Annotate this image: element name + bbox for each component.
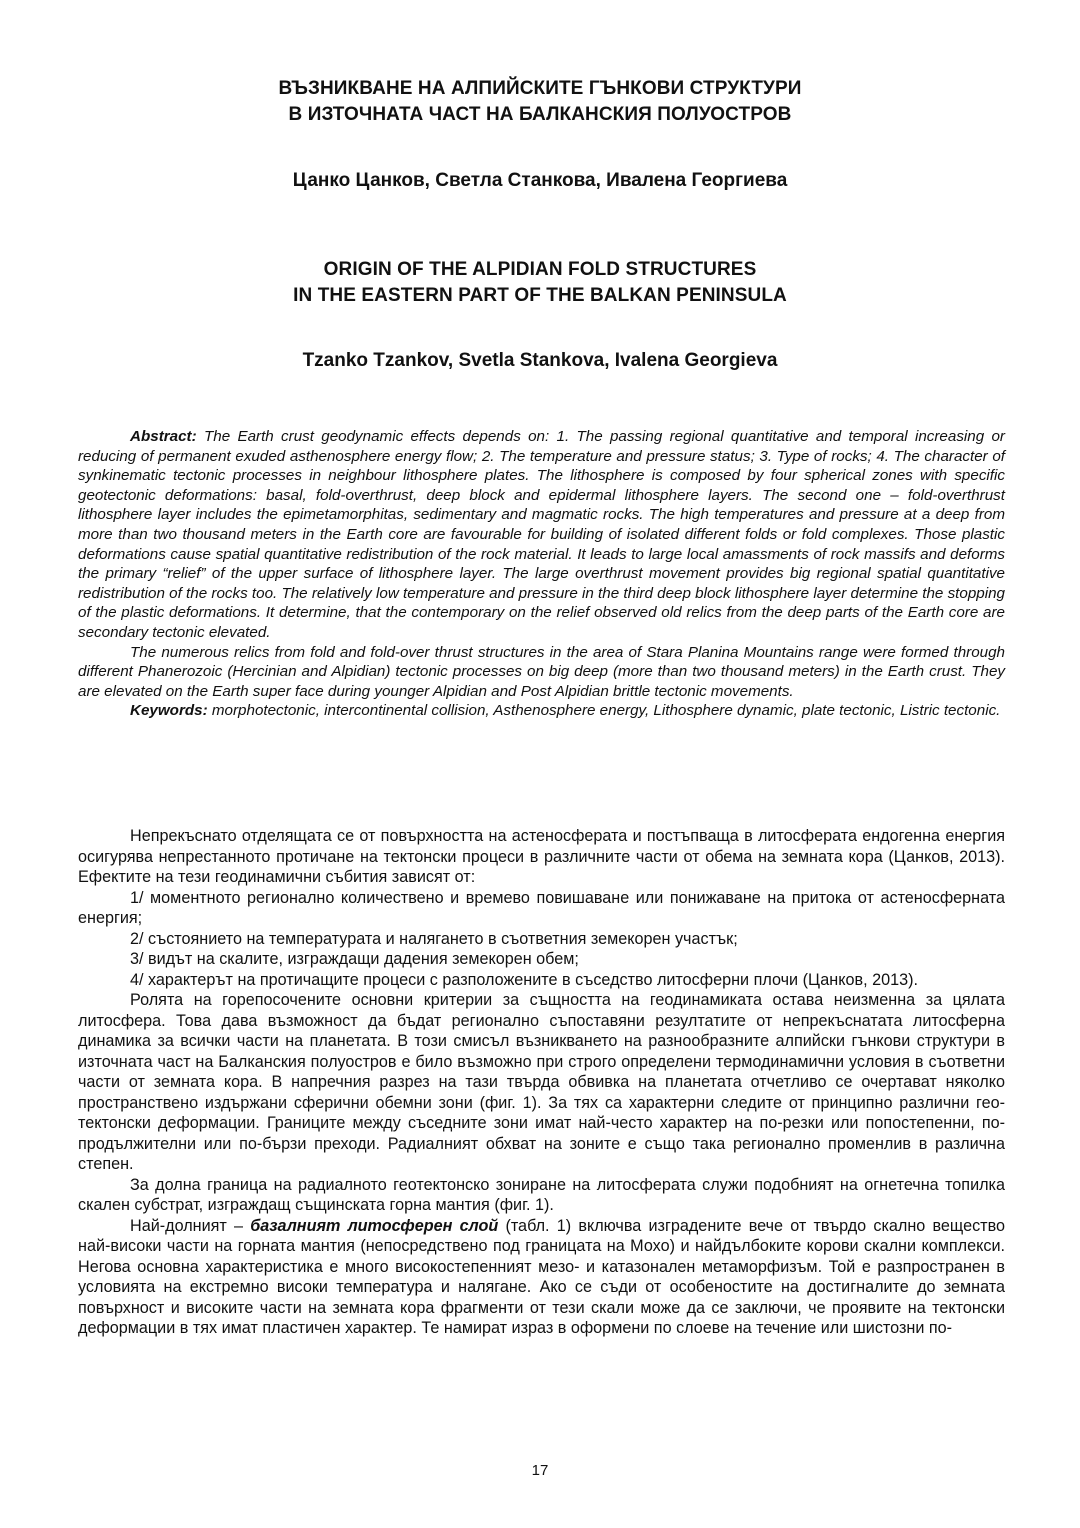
body-paragraph-6: Ролята на горепосочените основни критерии за същността на геодинамиката остава неизменна за цялата литосфера. Това дава възможност да бъдат регионално съпоставяни резултатите от непрекъснатата литосферна динамика за всички части на планетата. В този смисъл възникването на разнообразните алпийски гънкови структури в източната част на Балканския полуостров е било възможно при строго определени термодинамични условия в съответни части от земната кора. В напречния разрез на тази твърда обвивка на планетата отчетливо се очертават няколко пространствено издържани сферични обемни зони (фиг. 1). За тях са характерни следите от принципно различни геотектонски деформации. Границите между съседните зони имат най-често характер на по-резки или попостепенни, по-продължителни или по-бързи преходи. Радиалният обхват на зоните е също така регионално променлив в различна степен.: [78, 991, 1005, 1173]
bulgarian-authors: Цанко Цанков, Светла Станкова, Ивалена Георгиева: [292, 170, 788, 191]
body-paragraph-5: 4/ характерът на протичащите процеси с разположените в съседство литосферни плочи (Цанков, 2013).: [130, 970, 919, 989]
page-number: 17: [531, 1462, 549, 1479]
body-paragraph-2: 1/ моментното регионално количествено и времево повишаване или понижаване на притока от астеносферната енергия;: [78, 888, 1005, 927]
abstract-paragraph-1: [78, 427, 1005, 643]
english-authors-block: [0, 349, 1080, 373]
body-paragraph-7: За долна граница на радиалното геотектонско зониране на литосферата служи подобният на огнетечна топилка скален субстрат, изграждащ същинската горна мантия (фиг. 1).: [78, 1175, 1005, 1214]
english-authors: Tzanko Tzankov, Svetla Stankova, Ivalena Georgieva: [302, 350, 778, 371]
bulgarian-title: [0, 76, 1080, 128]
english-title-line-2: IN THE EASTERN PART OF THE BALKAN PENINSULA: [293, 285, 787, 306]
body-paragraph-8: [78, 1216, 1005, 1339]
bulgarian-authors-block: [0, 169, 1080, 193]
keywords-label: Keywords:: [130, 702, 208, 720]
body-text: [78, 826, 1005, 1339]
english-title-line-1: ORIGIN OF THE ALPIDIAN FOLD STRUCTURES: [323, 259, 757, 280]
body-paragraph-8-rest: (табл. 1) включва изградените вече от твърдо скално вещество най-високи части на горната мантия (непосредствено под границата на Мохо) и найдълбоките корови скални комплекси. Негова основна характеристика е много високостепенният мезо- и катазонален метаморфизъм. Той е разпространен в условията на екстремно високи температура и налягане. Ако се съди от особеностите на достигналите до земната повърхност и високите части на земната кора фрагменти от тези скали може да се заключи, че проявите на тектонски деформации в тях имат пластичен характер. Те намират израз в оформени по слоеве на течение или шистозни по-: [78, 1216, 1005, 1337]
abstract-section: [78, 427, 1005, 721]
keywords-text: morphotectonic, intercontinental collision, Asthenosphere energy, Lithosphere dynamic, plate tectonic, Listric tectonic.: [211, 702, 1001, 720]
bulgarian-title-line-2: В ИЗТОЧНАТА ЧАСТ НА БАЛКАНСКИЯ ПОЛУОСТРОВ: [288, 104, 792, 125]
bulgarian-title-line-1: ВЪЗНИКВАНЕ НА АЛПИЙСКИТЕ ГЪНКОВИ СТРУКТУРИ: [278, 78, 802, 99]
basal-layer-term: базалният литосферен слой: [250, 1216, 499, 1235]
abstract-text: The Earth crust geodynamic effects depends on: 1. The passing regional quantitative and temporal increasing or reducing of permanent exuded asthenosphere energy flow; 2. The temperature and pressure status; 3. Type of rocks; 4. The character of synkinematic tectonic processes in neighbour lithosphere plates. The lithosphere is composed by four spherical zones with specific geotectonic deformations: basal, fold-overthrust, deep block and epidermal lithosphere layers. The second one – fold-overthrust lithosphere layer includes the epimetamorphitas, sedimentary and magmatic rocks. The high temperatures and pressure at a deep from more than two thousand meters in the Earth core are favourable for building of isolated different folds or fold complexes. Those plastic deformations cause spatial quantitative redistribution of the rock material. It leads to large local amassments of rock massifs and deforms the primary “relief” of the upper surface of lithosphere layer. The large overthrust movement provides big regional spatial quantitative redistribution of the rocks too. The relatively low temperature and pressure in the third deep block lithosphere layer determine the stopping of the plastic deformations. It determine, that the contemporary on the relief observed old relics from the deep parts of the Earth core are secondary tectonic elevated.: [78, 428, 1005, 641]
english-title: [0, 257, 1080, 309]
keywords-paragraph: [78, 701, 1005, 721]
abstract-paragraph-2: The numerous relics from fold and fold-over thrust structures in the area of Stara Planina Mountains range were formed through different Phanerozoic (Hercinian and Alpidian) tectonic processes on big deep (more than two thousand meters) in the Earth crust. They are elevated on the Earth super face during younger Alpidian and Post Alpidian brittle tectonic movements.: [78, 643, 1005, 700]
body-paragraph-3: 2/ състоянието на температурата и налягането в съответния земекорен участък;: [130, 929, 738, 948]
body-paragraph-1: Непрекъснато отделящата се от повърхността на астеносферата и постъпваща в литосферата ендогенна енергия осигурява непрестанното протичане на тектонски процеси в различните части от обема на земната кора (Цанков, 2013). Ефектите на тези геодинамични събития зависят от:: [78, 827, 1005, 886]
body-paragraph-4: 3/ видът на скалите, изграждащи дадения земекорен обем;: [130, 950, 579, 968]
abstract-label: Abstract:: [130, 428, 197, 445]
body-paragraph-8-start: Най-долният –: [130, 1216, 244, 1235]
